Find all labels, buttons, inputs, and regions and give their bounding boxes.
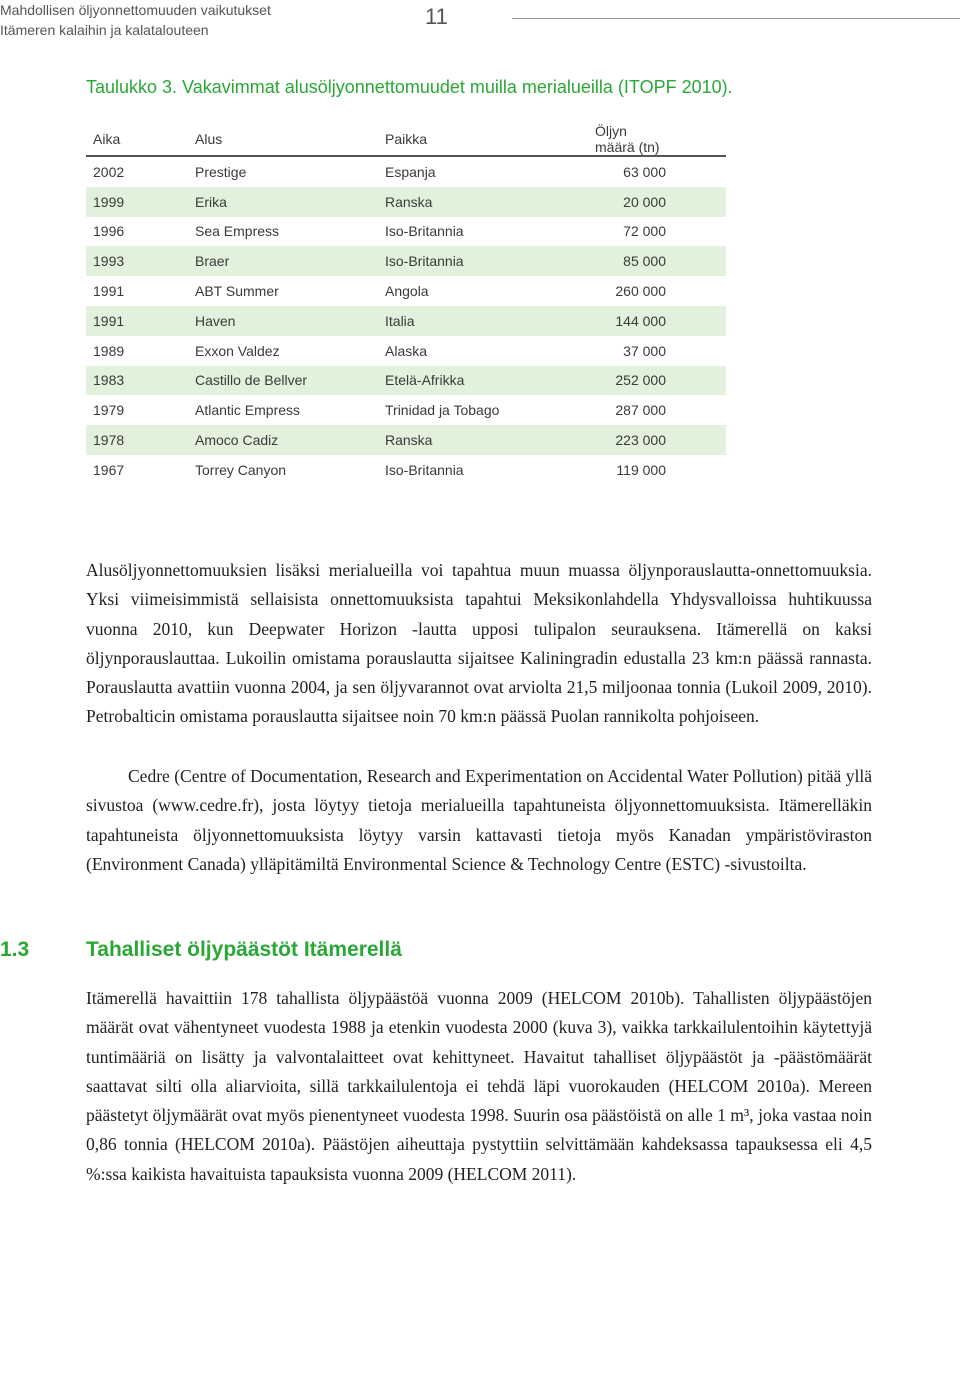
cell-year: 1991 bbox=[93, 283, 125, 300]
cell-year: 2002 bbox=[93, 163, 125, 180]
column-header-oil-amount: Öljyn määrä (tn) bbox=[595, 123, 726, 156]
running-header-line-2: Itämeren kalaihin ja kalatalouteen bbox=[0, 22, 209, 38]
cell-year: 1993 bbox=[86, 246, 195, 276]
cell-ship: Haven bbox=[195, 306, 385, 336]
cell-ship: Erika bbox=[195, 187, 385, 217]
table-row bbox=[86, 366, 726, 396]
table-row bbox=[86, 336, 726, 366]
table-caption: Taulukko 3. Vakavimmat alusöljyonnettomuudet muilla merialueilla (ITOPF 2010). bbox=[86, 77, 733, 97]
paragraph-cedre: Cedre (Centre of Documentation, Research and Experimentation on Accidental Water Pollution) pitää yllä sivustoa (www.cedre.fr), josta löytyy tietoja merialueilla tapahtuneista öljyonnettomuuksista. Itämerelläkin tapahtuneista öljyonnettomuuksista löytyy varsin kattavasti tietoja myös Kanadan ympäristöviraston (Environment Canada) ylläpitämiltä Environmental Science & Technology Centre (ESTC) -sivustoilta. bbox=[86, 766, 872, 874]
table-row bbox=[86, 276, 726, 306]
cell-oil-amount: 223 000 bbox=[595, 425, 726, 455]
cell-year: 1989 bbox=[93, 342, 125, 359]
column-header-ship: Alus bbox=[195, 123, 385, 156]
cell-year: 1991 bbox=[86, 306, 195, 336]
table-row bbox=[86, 156, 726, 187]
cell-year: 1978 bbox=[86, 425, 195, 455]
cell-oil-amount: 37 000 bbox=[623, 342, 666, 359]
header-divider bbox=[512, 18, 960, 19]
cell-ship: Torrey Canyon bbox=[195, 461, 287, 478]
section-title: Tahalliset öljypäästöt Itämerellä bbox=[86, 938, 402, 961]
cell-location: Angola bbox=[385, 283, 429, 300]
cell-year: 1996 bbox=[93, 223, 125, 240]
cell-ship: Castillo de Bellver bbox=[195, 366, 385, 396]
table-row bbox=[86, 395, 726, 425]
cell-ship: ABT Summer bbox=[195, 283, 279, 300]
cell-oil-amount: 260 000 bbox=[615, 283, 666, 300]
cell-location: Ranska bbox=[385, 425, 595, 455]
table-row bbox=[86, 217, 726, 247]
cell-location: Alaska bbox=[385, 342, 428, 359]
running-header-line-1: Mahdollisen öljyonnettomuuden vaikutukset bbox=[0, 2, 271, 18]
cell-year: 1999 bbox=[86, 187, 195, 217]
table-row bbox=[86, 246, 726, 276]
cell-location: Iso-Britannia bbox=[385, 246, 595, 276]
running-header bbox=[0, 0, 271, 40]
table-row bbox=[86, 455, 726, 485]
table-row bbox=[86, 306, 726, 336]
table-row bbox=[86, 187, 726, 217]
cell-ship: Braer bbox=[195, 246, 385, 276]
column-header-year: Aika bbox=[86, 123, 195, 156]
cell-location: Espanja bbox=[385, 163, 436, 180]
cell-oil-amount: 20 000 bbox=[595, 187, 726, 217]
cell-oil-amount: 85 000 bbox=[595, 246, 726, 276]
cell-ship: Amoco Cadiz bbox=[195, 425, 385, 455]
cell-ship: Atlantic Empress bbox=[195, 402, 301, 419]
cell-location: Trinidad ja Tobago bbox=[385, 402, 500, 419]
cell-location: Iso-Britannia bbox=[385, 223, 464, 240]
cell-oil-amount: 144 000 bbox=[595, 306, 726, 336]
paragraph-drilling-platforms: Alusöljyonnettomuuksien lisäksi merialueilla voi tapahtua muun muassa öljynporauslautta-onnettomuuksia. Yksi viimeisimmistä sellaisista onnettomuuksista tapahtui Meksikonlahdella Yhdysvalloissa huhtikuussa vuonna 2010, kun Deepwater Horizon -lautta upposi tulipalon seurauksena. Itämerellä on kaksi öljynporauslauttaa. Lukoilin omistama porauslautta sijaitsee Kaliningradin edustalla 23 km:n päässä rannasta. Porauslautta avattiin vuonna 2004, ja sen öljyvarannot ovat arviolta 21,5 miljoonaa tonnia (Lukoil 2009, 2010). Petrobalticin omistama porauslautta sijaitsee noin 70 km:n päässä Puolan rannikolta pohjoiseen. bbox=[86, 560, 872, 727]
table-row bbox=[86, 425, 726, 455]
page-number: 11 bbox=[425, 4, 448, 29]
cell-location: Etelä-Afrikka bbox=[385, 366, 595, 396]
table-header-row bbox=[86, 123, 726, 156]
cell-oil-amount: 287 000 bbox=[615, 402, 666, 419]
cell-oil-amount: 252 000 bbox=[595, 366, 726, 396]
cell-location: Ranska bbox=[385, 187, 595, 217]
section-number: 1.3 bbox=[0, 938, 30, 961]
column-header-location: Paikka bbox=[385, 123, 595, 156]
cell-location: Italia bbox=[385, 306, 595, 336]
cell-oil-amount: 119 000 bbox=[616, 461, 666, 478]
cell-ship: Sea Empress bbox=[195, 223, 280, 240]
cell-oil-amount: 72 000 bbox=[623, 223, 666, 240]
cell-ship: Exxon Valdez bbox=[195, 342, 280, 359]
paragraph-intentional-discharges: Itämerellä havaittiin 178 tahallista öljypäästöä vuonna 2009 (HELCOM 2010b). Tahallisten öljypäästöjen määrät ovat vähentyneet vuodesta 1988 ja etenkin vuodesta 2000 (kuva 3), vaikka tarkkailulentoihin käytettyjä tuntimääriä on lisätty ja valvontalaitteet ovat kehittyneet. Havaitut tahalliset öljypäästöt ja -päästömäärät saattavat silti olla aliarvioita, sillä tarkkailulentoja ei tehdä läpi vuorokauden (HELCOM 2010a). Mereen päästetyt öljymäärät ovat myös pienentyneet vuodesta 1998. Suurin osa päästöistä on alle 1 m³, joka vastaa noin 0,86 tonnia (HELCOM 2010a). Päästöjen aiheuttaja pystyttiin selvittämään kahdeksassa tapauksessa eli 4,5 %:ssa kaikista havaituista tapauksista vuonna 2009 (HELCOM 2011). bbox=[86, 988, 872, 1184]
cell-year: 1967 bbox=[93, 461, 125, 478]
cell-location: Iso-Britannia bbox=[385, 461, 464, 478]
cell-year: 1983 bbox=[86, 366, 195, 396]
cell-ship: Prestige bbox=[195, 163, 247, 180]
section-heading bbox=[0, 938, 402, 962]
oil-spill-table bbox=[86, 123, 726, 485]
cell-year: 1979 bbox=[93, 402, 125, 419]
cell-oil-amount: 63 000 bbox=[623, 163, 666, 180]
